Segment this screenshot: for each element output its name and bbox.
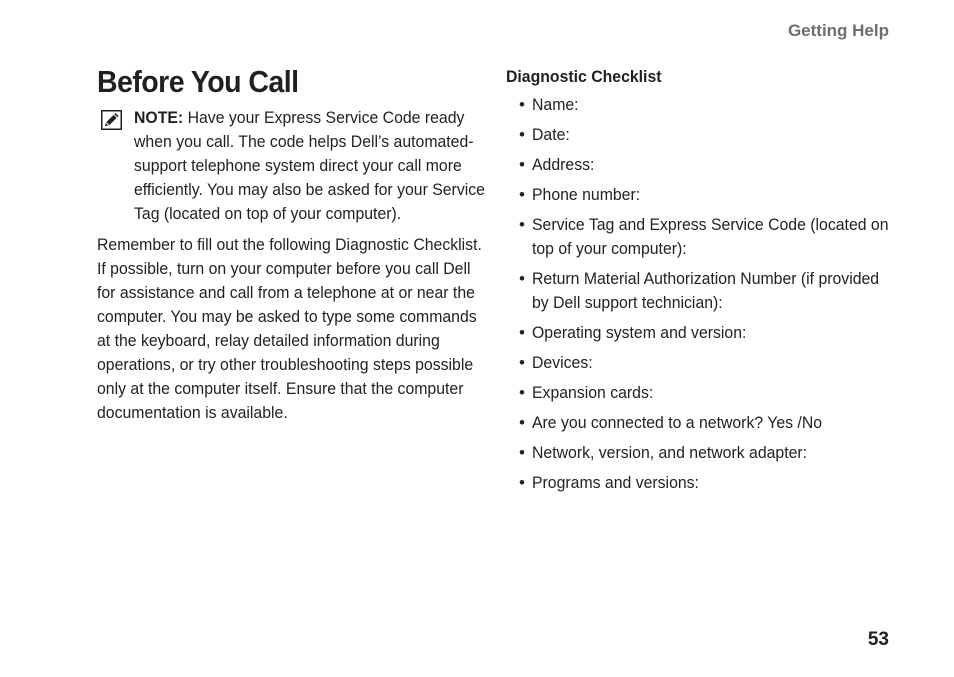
note-block [97, 106, 487, 226]
right-column [506, 65, 896, 501]
checklist-item-text: Date: [532, 125, 570, 144]
checklist-item [506, 411, 896, 435]
checklist-item-text: Name: [532, 95, 579, 114]
bullet-icon: • [519, 215, 525, 234]
note-text [134, 106, 489, 226]
checklist-item [506, 381, 896, 405]
checklist-item-text: Return Material Authorization Number (if provided by Dell support technician): [532, 269, 880, 312]
left-column [97, 64, 487, 425]
bullet-icon: • [519, 413, 525, 432]
bullet-icon: • [519, 269, 525, 288]
checklist-item-text: Devices: [532, 353, 593, 372]
page-title: Before You Call [97, 64, 299, 99]
checklist-item-text: Phone number: [532, 185, 641, 204]
note-body: Have your Express Service Code ready when you call. The code helps Dell’s automated-support telephone system direct your call more efficiently. You may also be asked for your Service Tag (located on top of your computer). [134, 108, 485, 223]
bullet-icon: • [519, 443, 525, 462]
checklist-item-text: Service Tag and Express Service Code (located on top of your computer): [532, 215, 889, 258]
running-header: Getting Help [787, 21, 889, 40]
bullet-icon: • [519, 185, 525, 204]
bullet-icon: • [519, 125, 525, 144]
checklist-item [506, 321, 896, 345]
checklist-item-text: Network, version, and network adapter: [532, 443, 808, 462]
checklist-title: Diagnostic Checklist [506, 67, 662, 86]
checklist-item [506, 123, 896, 147]
checklist-item-text: Are you connected to a network? Yes /No [532, 413, 823, 432]
checklist-item [506, 183, 896, 207]
checklist-item [506, 267, 896, 315]
bullet-icon: • [519, 383, 525, 402]
checklist-item-text: Operating system and version: [532, 323, 747, 342]
checklist-item-text: Programs and versions: [532, 473, 699, 492]
intro-paragraph: Remember to fill out the following Diagnostic Checklist. If possible, turn on your computer before you call Dell for assistance and call from a telephone at or near the computer. You may be asked to type some commands at the keyboard, relay detailed information during operations, or try other troubleshooting steps possible only at the computer itself. Ensure that the computer documentation is available. [97, 235, 482, 422]
bullet-icon: • [519, 473, 525, 492]
pencil-note-icon [101, 110, 122, 130]
bullet-icon: • [519, 155, 525, 174]
diagnostic-checklist [506, 93, 896, 495]
note-label: NOTE: [134, 108, 184, 127]
bullet-icon: • [519, 353, 525, 372]
checklist-item [506, 93, 896, 117]
checklist-item-text: Address: [532, 155, 595, 174]
checklist-item [506, 351, 896, 375]
checklist-item-text: Expansion cards: [532, 383, 654, 402]
checklist-item [506, 471, 896, 495]
checklist-item [506, 213, 896, 261]
checklist-item [506, 441, 896, 465]
page-number: 53 [867, 629, 889, 650]
bullet-icon: • [519, 95, 525, 114]
checklist-item [506, 153, 896, 177]
bullet-icon: • [519, 323, 525, 342]
